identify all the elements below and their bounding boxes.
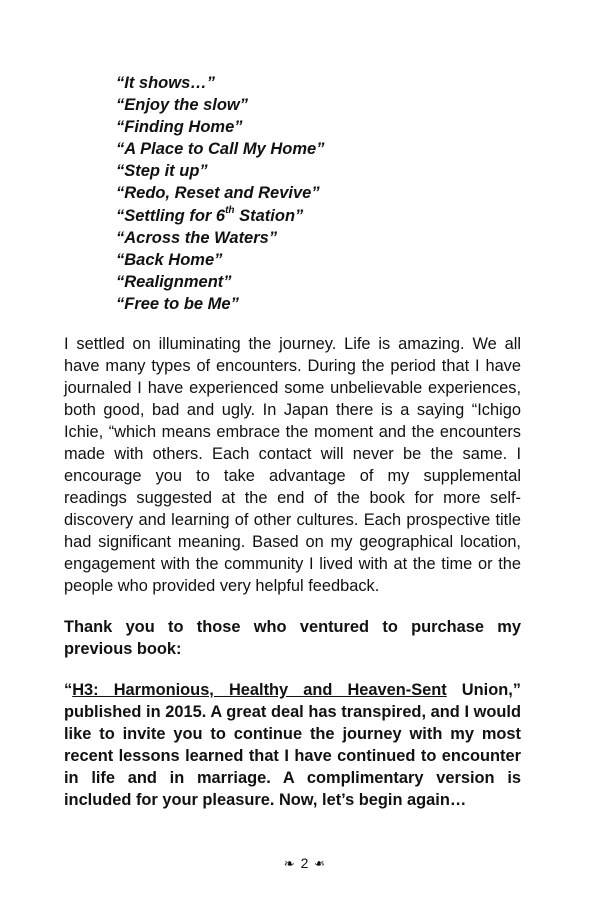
title-item: “Realignment”: [116, 272, 232, 291]
title-item: “Step it up”: [116, 162, 208, 181]
body-paragraph: I settled on illuminating the journey. Life is amazing. We all have many types of encounters. During the period that I have journaled I have experienced some unbelievable experiences, both good, bad and ugly. In Japan there is a saying “Ichigo Ichie, “which means embrace the moment and the encounters made with others. Each contact will never be the same. I encourage you to take advantage of my supplemental readings suggested at the end of the book for more self-discovery and learning of other cultures. Each prospective title had significant meaning. Based on my geographical location, engagement with the community I lived with at the time or the people who provided very helpful feedback.: [64, 335, 521, 595]
title-item: “Enjoy the slow”: [116, 96, 249, 115]
open-quote: “: [64, 681, 73, 699]
title-item: “Across the Waters”: [116, 228, 278, 247]
ordinal-superscript: th: [225, 205, 235, 217]
right-ornament-icon: ❧: [314, 857, 326, 872]
left-ornament-icon: ❧: [283, 857, 295, 872]
page-footer: [0, 852, 609, 876]
title-list: [116, 72, 324, 315]
title-item: “It shows…”: [116, 74, 216, 92]
title-text: “Settling for 6: [116, 206, 226, 225]
book-title: H3: Harmonious, Healthy and Heaven-Sent: [72, 681, 447, 699]
title-item: “Back Home”: [116, 250, 223, 269]
title-item: “Redo, Reset and Revive”: [116, 184, 320, 203]
title-item: “Finding Home”: [116, 118, 243, 137]
title-item: “A Place to Call My Home”: [116, 140, 325, 159]
title-item: “Free to be Me”: [116, 294, 239, 313]
book-description: Union,” published in 2015. A great deal has transpired, and I would like to invite you to continue the journey with my most recent lessons learned that I have continued to encounter in life and in marriage. A complimentary version is included for your pleasure. Now, let’s begin again…: [64, 681, 521, 809]
page-number: 2: [300, 855, 309, 871]
title-item: [116, 205, 324, 227]
title-text-tail: Station”: [234, 206, 304, 225]
previous-book-paragraph: [64, 679, 521, 811]
thanks-paragraph: Thank you to those who ventured to purchase my previous book:: [64, 618, 521, 658]
